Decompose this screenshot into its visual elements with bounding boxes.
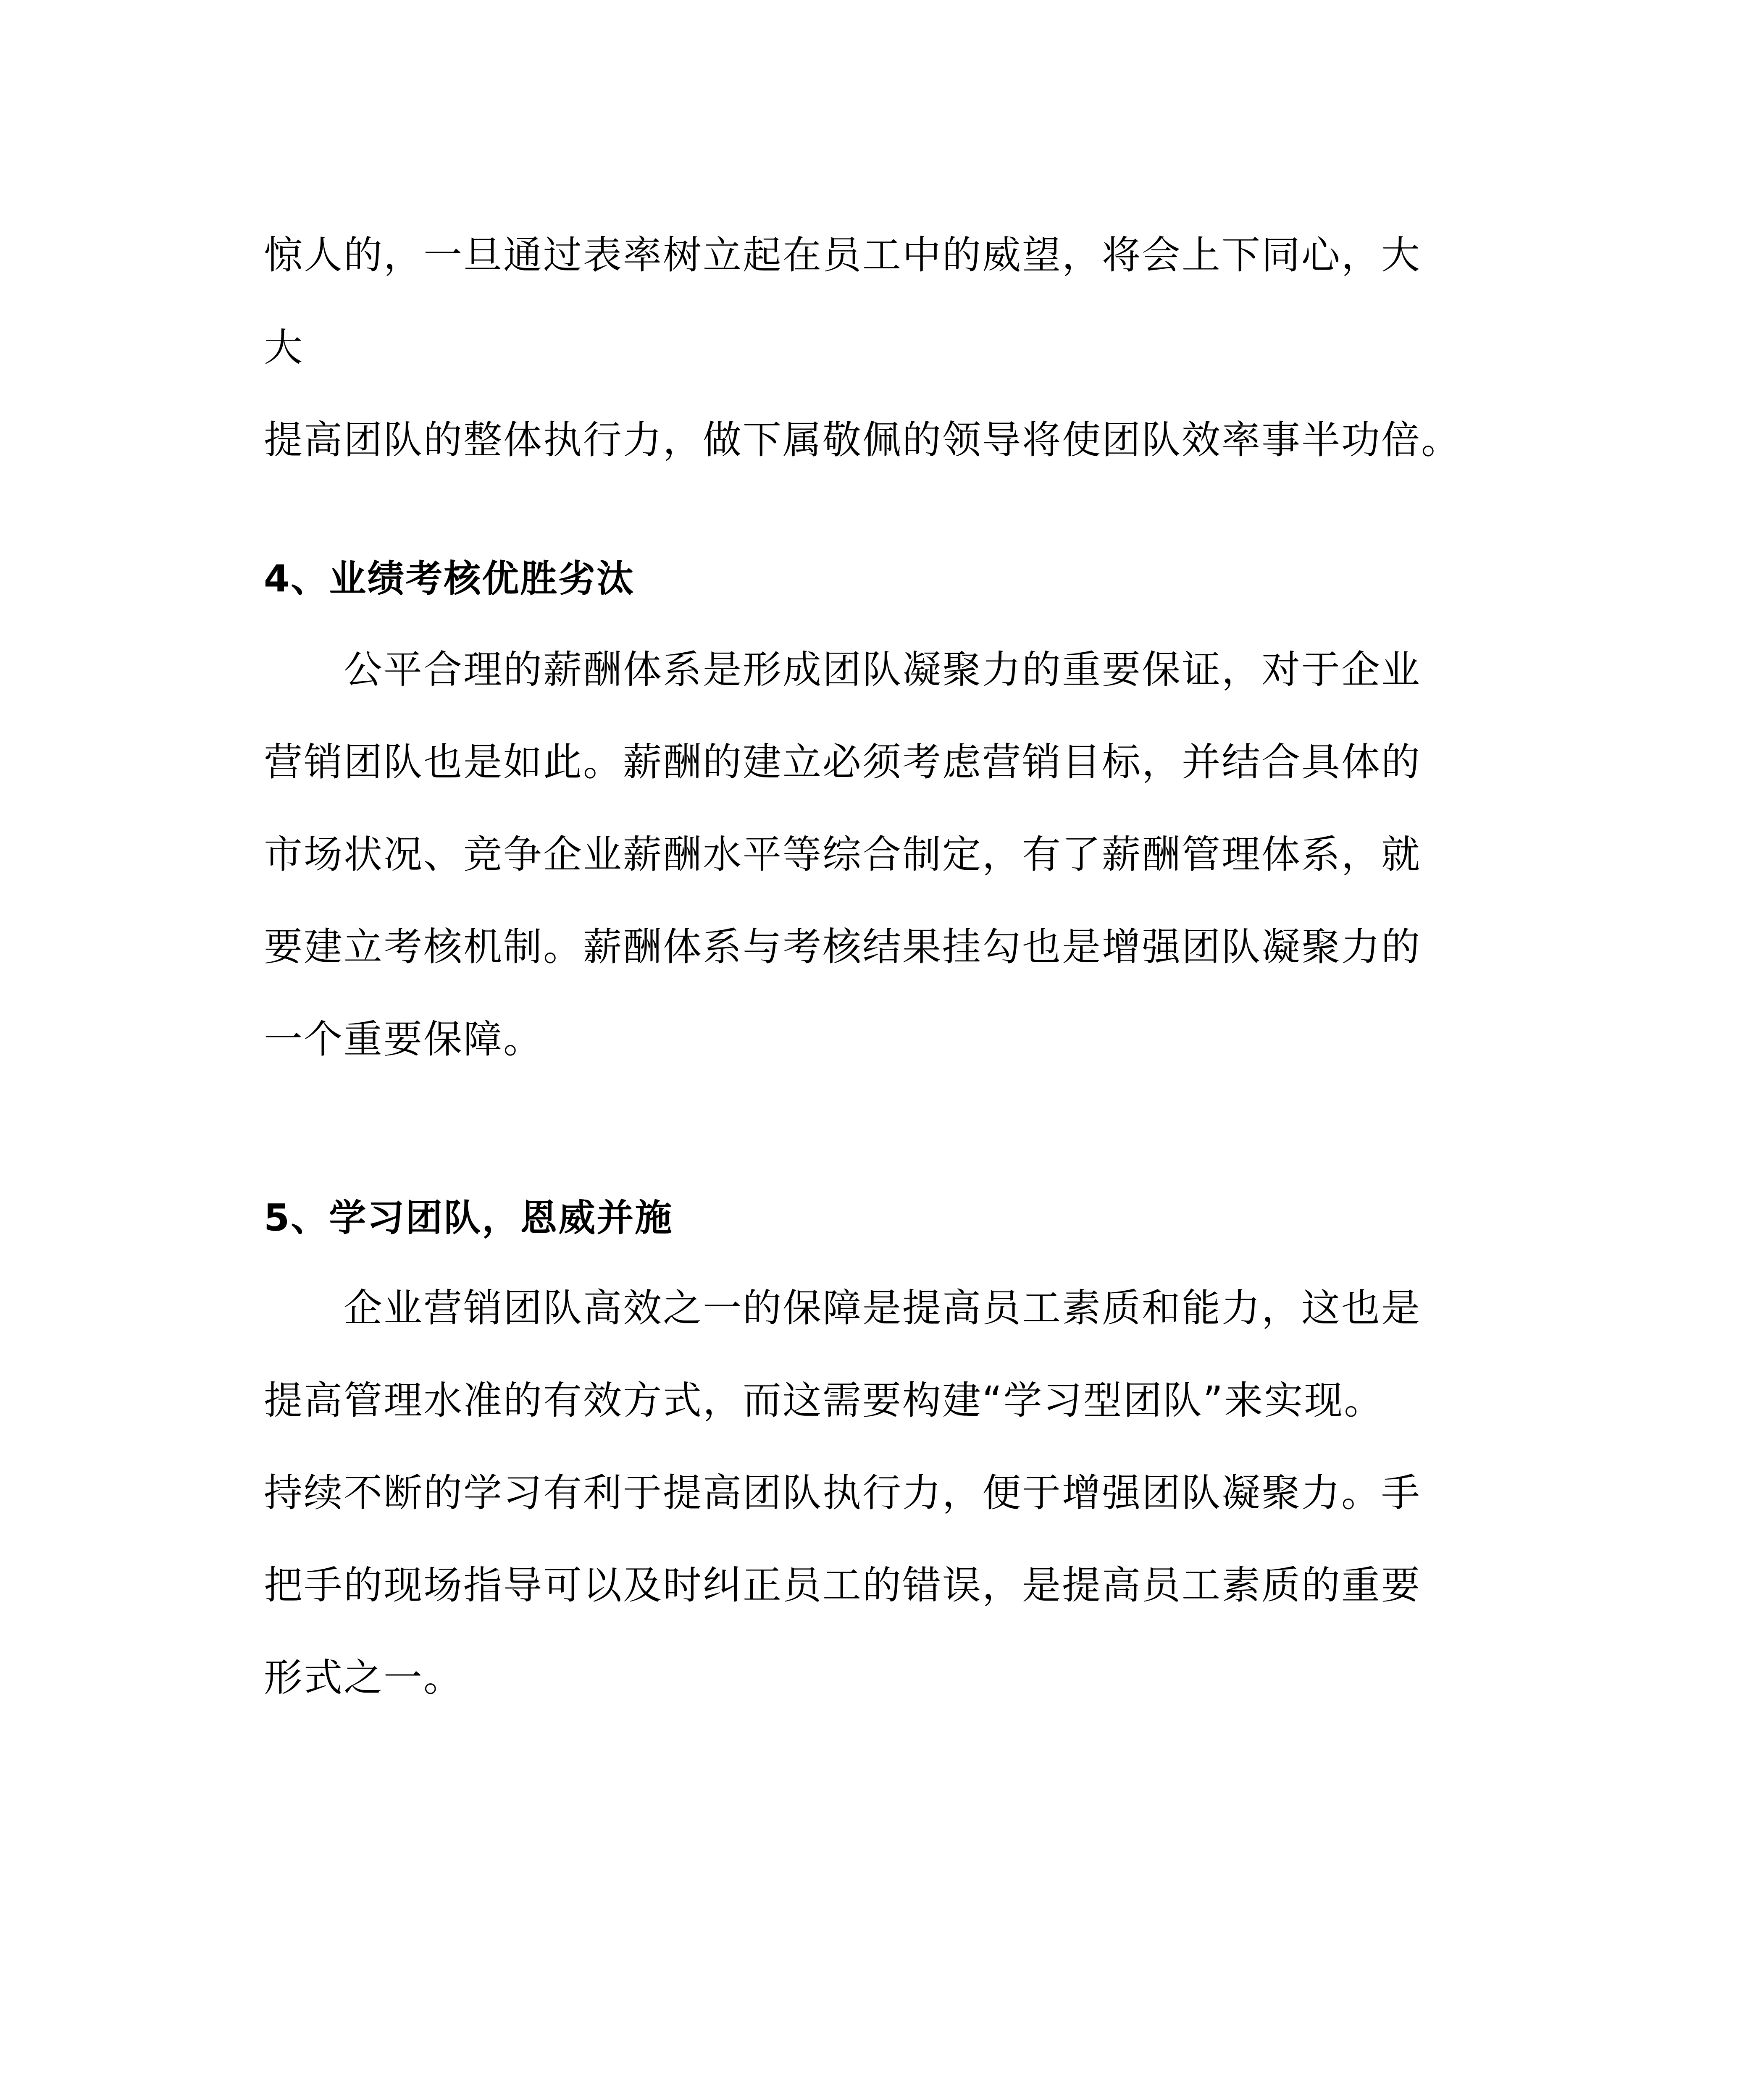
body-text-line: 大: [264, 325, 304, 370]
paragraph-line: 形式之一。: [264, 1655, 464, 1700]
paragraph-line: 把手的现场指导可以及时纠正员工的错误，是提高员工素质的重要: [264, 1563, 1422, 1608]
paragraph-line: 要建立考核机制。薪酬体系与考核结果挂勾也是增强团队凝聚力的: [264, 924, 1422, 969]
paragraph-line: 营销团队也是如此。薪酬的建立必须考虑营销目标，并结合具体的: [264, 740, 1422, 785]
paragraph-line: 一个重要保障。: [264, 1017, 544, 1062]
paragraph-line: 提高管理水准的有效方式，而这需要构建“学习型团队”来实现。: [264, 1378, 1384, 1423]
paragraph-line: 持续不断的学习有利于提高团队执行力，便于增强团队凝聚力。手: [264, 1470, 1422, 1515]
body-text-line: 提高团队的整体执行力，做下属敬佩的领导将使团队效率事半功倍。: [264, 417, 1461, 462]
paragraph-line: 公平合理的薪酬体系是形成团队凝聚力的重要保证，对于企业: [344, 647, 1422, 692]
paragraph-line: 市场状况、竞争企业薪酬水平等综合制定，有了薪酬管理体系，就: [264, 832, 1422, 877]
paragraph-line: 企业营销团队高效之一的保障是提高员工素质和能力，这也是: [344, 1286, 1422, 1331]
body-text-line: 惊人的，一旦通过表率树立起在员工中的威望，将会上下同心，大: [264, 233, 1422, 278]
section-heading: 4、业绩考核优胜劣汰: [264, 557, 635, 600]
section-heading: 5、学习团队，恩威并施: [264, 1196, 673, 1239]
